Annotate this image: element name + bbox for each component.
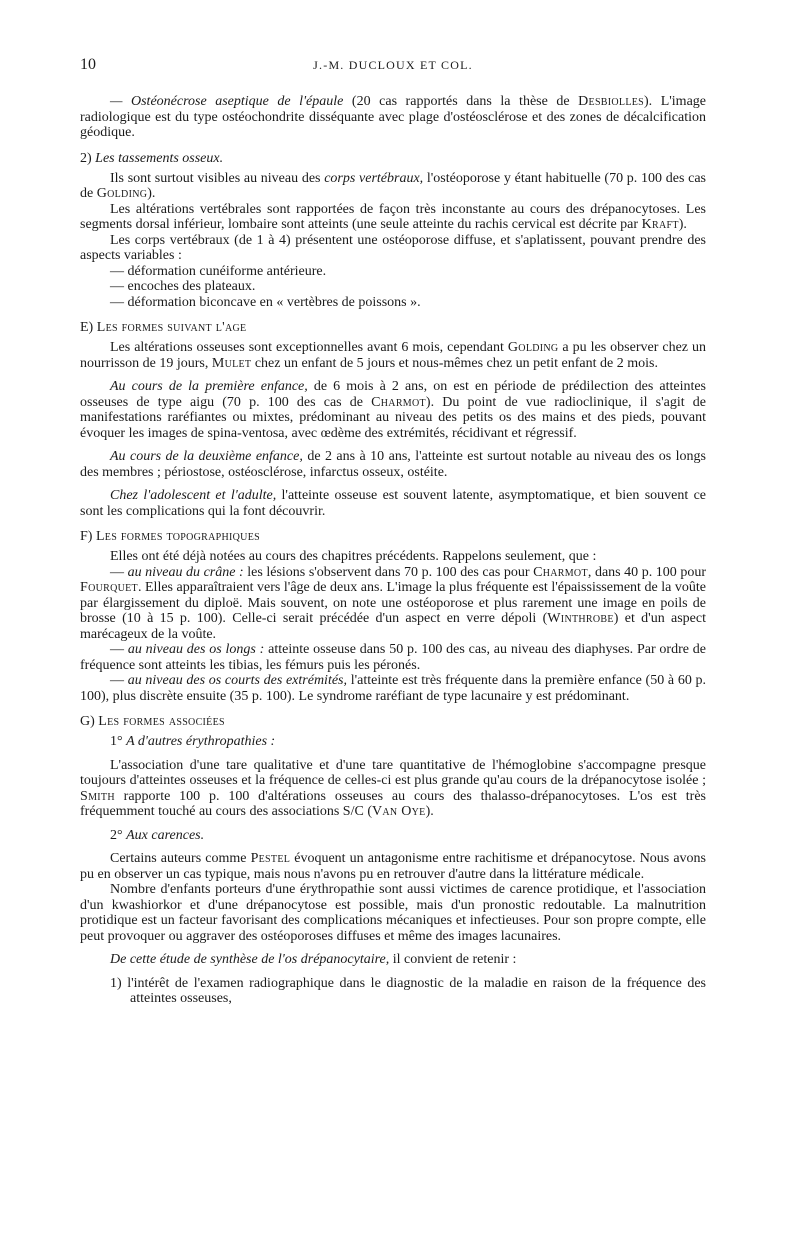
paragraph-os-courts: — au niveau des os courts des extrémités, l'atteinte est très fréquente dans la première enfance (50 à 60 p. 100), plus discrète ensuite (35 p. 100). Le syndrome raréfiant de type lacunaire y est prédominant. <box>80 673 707 704</box>
paragraph-alterations-avant-6-mois: Les altérations osseuses sont exceptionnelles avant 6 mois, cependant Golding a pu les observer chez un nourrisson de 19 jours, Mulet chez un enfant de 5 jours et nous-mêmes chez un petit enfant de 2 mois. <box>80 340 707 371</box>
paragraph-corps-vertebraux-aspects: Les corps vertébraux (de 1 à 4) présentent une ostéoporose diffuse, et s'aplatissent, pouvant prendre des aspects variables : <box>80 232 706 263</box>
running-title: J.-M. DUCLOUX ET COL. <box>313 58 473 72</box>
paragraph-chapitres-precedents: Elles ont été déjà notées au cours des chapitres précédents. Rappelons seulement, que : <box>110 549 597 564</box>
heading-tassements-osseux: 2) Les tassements osseux. <box>80 150 224 166</box>
subheading-erythropathies: 1° A d'autres érythropathies : <box>110 734 276 749</box>
paragraph-alterations-vertebrales: Les altérations vertébrales sont rapportées de façon très inconstante au cours des drépanocytoses. Les segments dorsal inférieur, lombaire sont atteints (une seule atteinte du rachis cervical est décrite par Kraft). <box>80 201 706 232</box>
paragraph-association-tares: L'association d'une tare qualitative et d'une tare quantitative de l'hémoglobine s'accompagne presque toujours d'atteintes osseuses et la fréquence de celles-ci est plus grande qu'au cours de la drépanocytose isolée ; Smith rapporte 100 p. 100 d'altérations osseuses au cours des thalasso-drépanocytoses. L'os est très fréquemment touché au cours des associations S/C (Van Oye). <box>80 757 706 819</box>
list-item-biconcave: — déformation biconcave en « vertèbres de poissons ». <box>110 294 421 310</box>
list-item-interet-radiographique: 1) l'intérêt de l'examen radiographique dans le diagnostic de la maladie en raison de la fréquence des atteintes osseuses, <box>110 975 706 1006</box>
paragraph-osteonecrose: — Ostéonécrose aseptique de l'épaule (20 cas rapportés dans la thèse de Desbiolles). L'image radiologique est du type ostéochondrite disséquante avec plage d'ostéosclérose et des zones de décalcification géodique. <box>80 94 707 140</box>
paragraph-niveau-crane: — au niveau du crâne : les lésions s'observent dans 70 p. 100 des cas pour Charmot, dans 40 p. 100 pour Fourquet. Elles apparaîtraient vers l'âge de deux ans. L'image la plus fréquente est l'épaississement de la voûte par élargissement du diploë. Mais souvent, on note une ostéoporose et plus rarement une image en poils de brosse (10 à 15 p. 100). Celle-ci serait précédée d'un aspect en verre dépoli (Winthrobe) et d'un aspect marécageux de la voûte. <box>80 564 707 642</box>
paragraph-premiere-enfance: Au cours de la première enfance, de 6 mois à 2 ans, on est en période de prédilection des atteintes osseuses de type aigu (70 p. 100 des cas de Charmot). Du point de vue radioclinique, il s'agit de manifestations raréfiantes ou mixtes, prédominant au niveau des petits os des mains et des pieds, pouvant évoquer les images de spina-ventosa, avec œdème des extrémités, récidivant et régressif. <box>80 379 707 441</box>
list-item-encoches: — encoches des plateaux. <box>110 279 256 294</box>
heading-formes-suivant-age: E) Les formes suivant l'age <box>80 320 247 335</box>
document-page <box>80 56 706 1007</box>
page-number: 10 <box>80 56 96 73</box>
subheading-carences: 2° Aux carences. <box>110 827 205 843</box>
paragraph-os-longs: — au niveau des os longs : atteinte osseuse dans 50 p. 100 des cas, au niveau des diaphyses. Par ordre de fréquence sont atteints les tibias, les fémurs puis les péronés. <box>80 642 706 673</box>
paragraph-carence-protidique: Nombre d'enfants porteurs d'une érythropathie sont aussi victimes de carence protidique, et l'association d'un kwashiorkor et d'une drépanocytose est possible, mais d'un pronostic redoutable. La malnutrition protidique est un facteur favorisant des complications mécaniques et infectieuses. Pour son propre compte, elle peut provoquer ou aggraver des ostéoporoses diffuses et même des images lacunaires. <box>80 882 706 944</box>
heading-formes-topographiques: F) Les formes topographiques <box>80 529 260 544</box>
list-item-cuneiforme: — déformation cunéiforme antérieure. <box>110 263 327 279</box>
paragraph-adolescent-adulte: Chez l'adolescent et l'adulte, l'atteinte osseuse est souvent latente, asymptomatique, et bien souvent ce sont les complications qui la font découvrir. <box>80 488 706 519</box>
paragraph-corps-vertebraux: Ils sont surtout visibles au niveau des corps vertébraux, l'ostéoporose y étant habituelle (70 p. 100 des cas de Golding). <box>80 170 706 201</box>
paragraph-conclusion-intro: De cette étude de synthèse de l'os drépanocytaire, il convient de retenir : <box>110 952 517 967</box>
heading-formes-associees: G) Les formes associées <box>80 714 225 729</box>
paragraph-rachitisme: Certains auteurs comme Pestel évoquent un antagonisme entre rachitisme et drépanocytose. Nous avons pu en observer un cas typique, mais nous n'avons pu en retrouver d'autre dans la littérature médicale. <box>80 851 706 882</box>
page-header <box>80 56 706 78</box>
paragraph-deuxieme-enfance: Au cours de la deuxième enfance, de 2 ans à 10 ans, l'atteinte est surtout notable au niveau des os longs des membres ; périostose, ostéosclérose, infarctus osseux, ostéite. <box>80 449 706 480</box>
